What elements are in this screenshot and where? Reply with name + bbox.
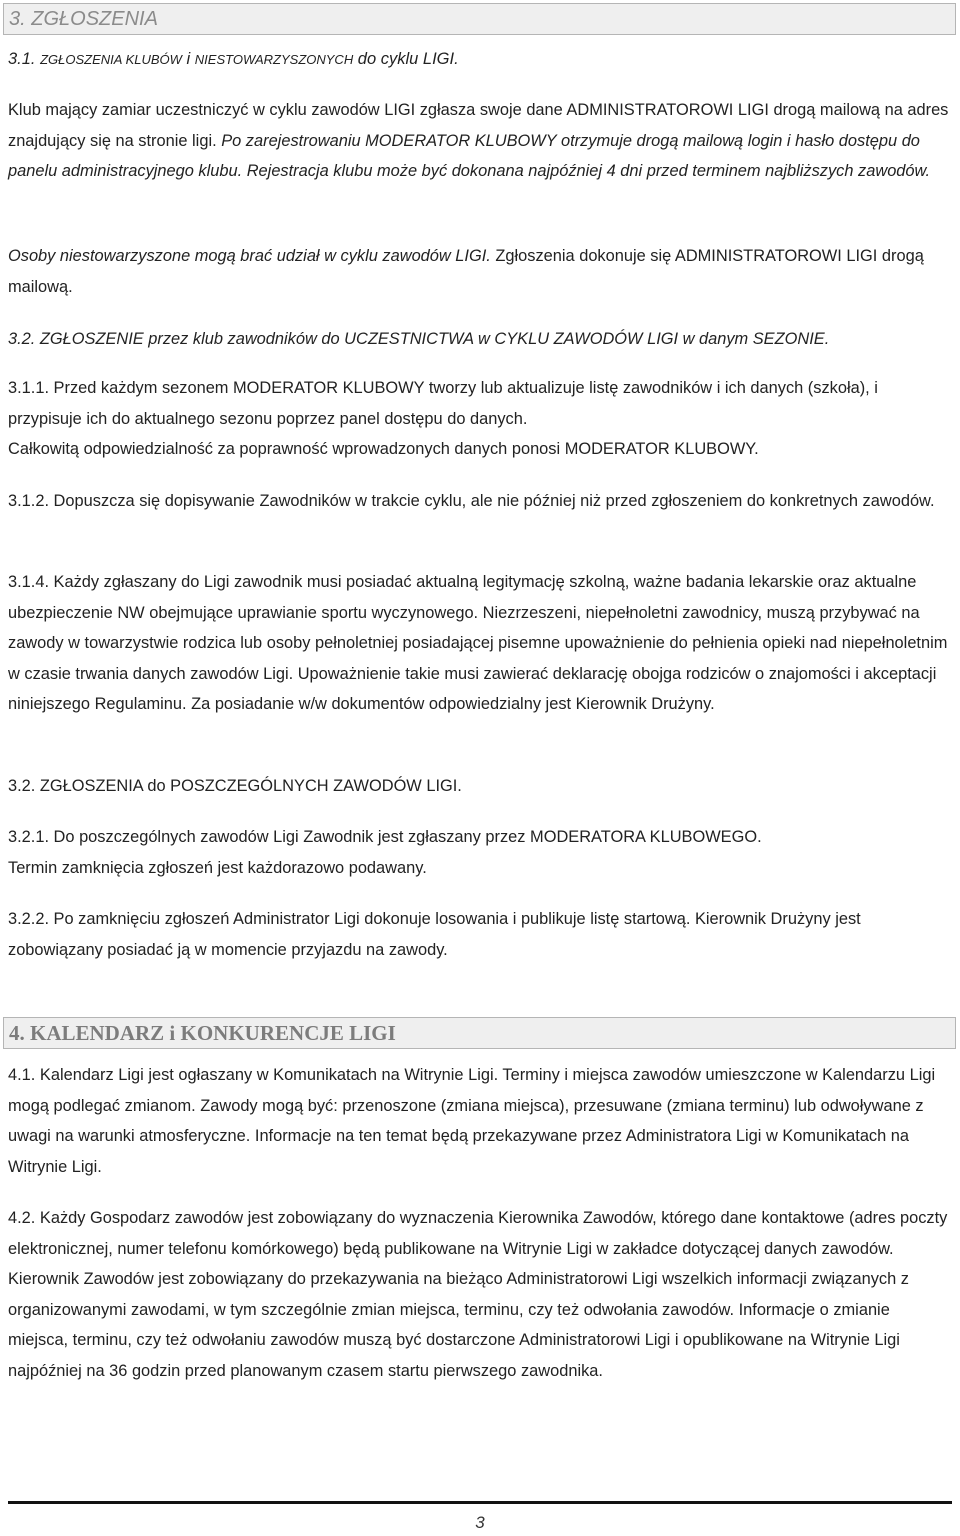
section-3-heading: 3. ZGŁOSZENIA [3,3,956,35]
clause-3-1-2: 3.1.2. Dopuszcza się dopisywanie Zawodników w trakcie cyklu, ale nie później niż przed zgłoszeniem do konkretnych zawodów. [8,492,935,510]
subsection-3-1-smallcaps-2: NIESTOWARZYSZONYCH [194,52,354,67]
subsection-3-1-number: 3.1. [8,50,41,68]
subsection-3-1-title [8,44,952,76]
subsection-3-1-smallcaps-1: ZGŁOSZENIA KLUBÓW [40,52,182,67]
footer-divider [8,1501,952,1504]
paragraph-unaffiliated-plain: Zgłoszenia dokonuje się ADMINISTRATOROWI LIGI drogą mailową. [8,247,924,296]
section-4-heading: 4. KALENDARZ i KONKURENCJE LIGI [3,1017,956,1049]
clause-3-1-1 [8,373,952,465]
paragraph-unaffiliated [8,241,952,302]
clause-3-2-1 [8,822,952,883]
paragraph-club-registration-italic: Po zarejestrowaniu MODERATOR KLUBOWY otrzymuje drogą mailową login i hasło dostępu do panelu administracyjnego klubu. Rejestracja klubu może być dokonana najpóźniej 4 dni przed terminem najbliższych zawodów. [8,131,931,181]
subsection-3-2-entries-title: 3.2. ZGŁOSZENIA do POSZCZEGÓLNYCH ZAWODÓW LIGI. [8,777,462,795]
subsection-3-1-rest: do cyklu LIGI. [353,50,459,68]
clause-4-1: 4.1. Kalendarz Ligi jest ogłaszany w Komunikatach na Witrynie Ligi. Terminy i miejsca zawodów umieszczone w Kalendarzu Ligi mogą podlegać zmianom. Zawody mogą być: przenoszone (zmiana miejsca), przesuwane (zmiana terminu) lub odwoływane z uwagi na warunki atmosferyczne. Informacje na ten temat będą przekazywane przez Administratora Ligi w Komunikatach na Witrynie Ligi. [8,1066,936,1176]
clause-4-2: 4.2. Każdy Gospodarz zawodów jest zobowiązany do wyznaczenia Kierownika Zawodów, którego dane kontaktowe (adres poczty elektronicznej, numer telefonu komórkowego) będą publikowane na Witrynie Ligi w zakładce dotyczącej danych zawodów. Kierownik Zawodów jest zobowiązany do przekazywania na bieżąco Administratorowi Ligi wszelkich informacji związanych z organizowanymi zawodami, w tym szczególnie zmian miejsca, terminu, czy też odwołania zawodów. Informacje o zmianie miejsca, terminu, czy też odwołaniu zawodów muszą być dostarczone Administratorowi Ligi i opublikowane na Witrynie Ligi najpóźniej na 36 godzin przed planowanym czasem startu pierwszego zawodnika. [8,1209,948,1380]
clause-3-2-1-text: 3.2.1. Do poszczególnych zawodów Ligi Zawodnik jest zgłaszany przez MODERATORA KLUBOWEGO. [8,828,762,846]
clause-3-2-2: 3.2.2. Po zamknięciu zgłoszeń Administrator Ligi dokonuje losowania i publikuje listę startową. Kierownik Drużyny jest zobowiązany posiadać ją w momencie przyjazdu na zawody. [8,910,861,959]
subsection-3-2-title: 3.2. ZGŁOSZENIE przez klub zawodników do UCZESTNICTWA w CYKLU ZAWODÓW LIGI w danym SEZONIE. [8,330,830,348]
paragraph-unaffiliated-italic: Osoby niestowarzyszone mogą brać udział w cyklu zawodów LIGI. [8,247,491,265]
clause-3-1-4: 3.1.4. Każdy zgłaszany do Ligi zawodnik musi posiadać aktualną legitymację szkolną, ważne badania lekarskie oraz aktualne ubezpieczenie NW obejmujące uprawianie sportu wyczynowego. Niezrzeszeni, niepełnoletni zawodnicy, muszą przybywać na zawody w towarzystwie rodzica lub osoby pełnoletniej posiadającej pisemne upoważnienie do pełnienia opieki nad niepełnoletnim w czasie trwania danych zawodów Ligi. Upoważnienie takie musi zawierać deklarację obojga rodziców o znajomości i akceptacji niniejszego Regulaminu. Za posiadanie w/w dokumentów odpowiedzialny jest Kierownik Drużyny. [8,573,948,714]
page-number: 3 [475,1513,485,1532]
clause-3-1-1-text: 3.1.1. Przed każdym sezonem MODERATOR KLUBOWY tworzy lub aktualizuje listę zawodników i ich danych (szkoła), i przypisuje ich do aktualnego sezonu poprzez panel dostępu do danych. [8,379,878,428]
paragraph-club-registration-plain: Klub mający zamiar uczestniczyć w cyklu zawodów LIGI zgłasza swoje dane ADMINISTRATOROWI LIGI drogą mailową na adres znajdujący się na stronie ligi. [8,101,949,150]
clause-3-2-1-deadline: Termin zamknięcia zgłoszeń jest każdorazowo podawany. [8,858,427,877]
subsection-3-1-connector: i [181,50,195,68]
clause-3-1-1-responsibility: Całkowitą odpowiedzialność za poprawność wprowadzonych danych ponosi MODERATOR KLUBOWY. [8,440,759,459]
paragraph-club-registration [8,95,952,187]
